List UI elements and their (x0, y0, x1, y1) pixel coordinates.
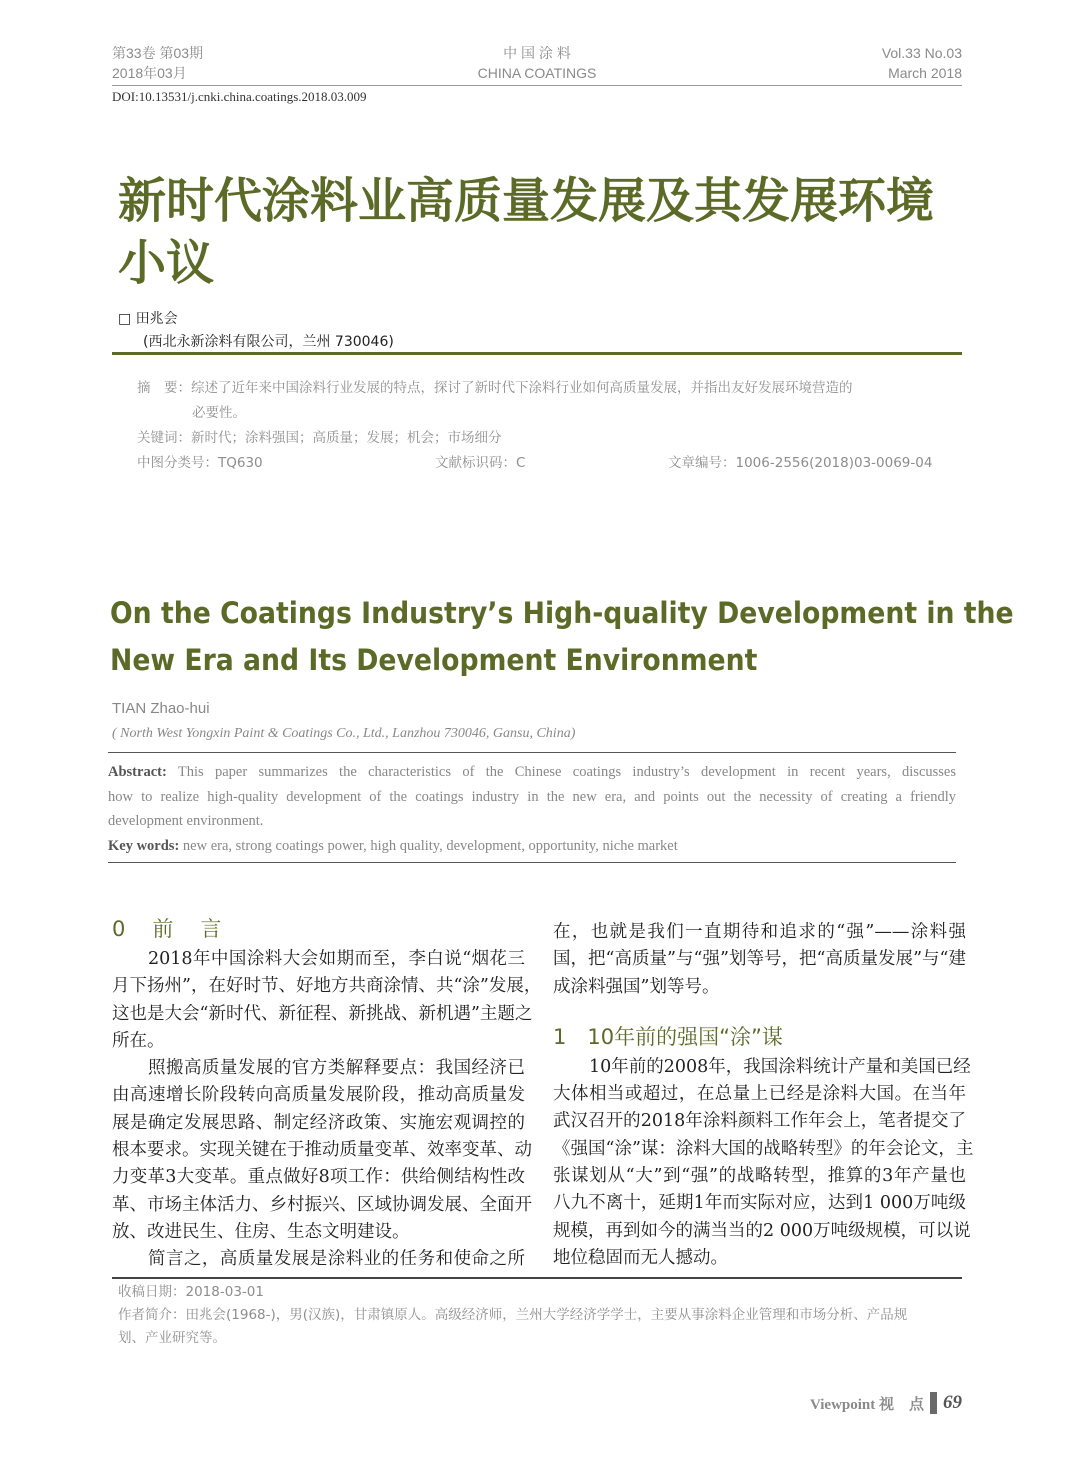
body-text-line: 国，把“高质量”与“强”划等号，把“高质量发展”与“建 (553, 949, 966, 970)
abstract-bottom-divider (108, 862, 956, 863)
author-en: TIAN Zhao-hui (112, 700, 210, 717)
section-heading: 1 10年前的强国“涂”谋 (553, 1024, 783, 1049)
header-divider (112, 85, 962, 86)
affiliation-cn: (西北永新涂料有限公司，兰州 730046) (143, 334, 394, 350)
section-heading: 0 前 言 (112, 917, 225, 941)
abstract-top-divider (108, 752, 956, 753)
journal-name-cn: 中 国 涂 料 (503, 45, 571, 61)
footnote-divider (112, 1277, 962, 1279)
section-name: Viewpoint 视 点 (809, 1396, 924, 1413)
body-text-line: 《强国“涂”谋：涂料大国的战略转型》的年会论文，主 (553, 1138, 974, 1159)
body-text-line: 由高速增长阶段转向高质量发展阶段，推动高质量发 (112, 1085, 525, 1106)
body-text-line: 在，也就是我们一直期待和追求的“强”——涂料强 (553, 922, 966, 942)
author-cn: □ 田兆会 (118, 311, 178, 327)
received-date: 收稿日期：2018-03-01 (118, 1284, 264, 1300)
body-text-line: 革、市场主体活力、乡村振兴、区域协调发展、全面开 (112, 1194, 532, 1215)
body-text-line: 月下扬州”，在好时节、好地方共商涂情、共“涂”发展， (112, 976, 542, 997)
article-number: 文章编号：1006-2556(2018)03-0069-04 (668, 455, 933, 471)
body-text-line: 规模，再到如今的满当当的2 000万吨级规模，可以说 (553, 1220, 971, 1241)
doi: DOI:10.13531/j.cnki.china.coatings.2018.03.009 (112, 89, 367, 104)
abstract-cn (137, 376, 937, 476)
body-text-line: 放、改进民生、住房、生态文明建设。 (112, 1221, 410, 1242)
journal-name-en: CHINA COATINGS (477, 65, 597, 81)
volume-issue: 第33卷 第03期 (112, 45, 204, 61)
title-line: 小议 (118, 235, 215, 291)
volume-issue-en: Vol.33 No.03 (881, 45, 962, 61)
keywords-label: Key words: (108, 837, 180, 854)
issue-date-en: March 2018 (888, 65, 962, 81)
body-text-line: 展是确定发展思路、制定经济政策、实施宏观调控的 (112, 1112, 525, 1133)
abstract-text: development environment. (108, 813, 264, 829)
body-text-line: 张谋划从“大”到“强”的战略转型，推算的3年产量也 (553, 1166, 966, 1187)
body-column-right (553, 919, 974, 1272)
body-text-line: 成涂料强国”划等号。 (553, 976, 720, 997)
affiliation-en: ( North West Yongxin Paint & Coatings Co., Ltd., Lanzhou 730046, Gansu, China) (112, 726, 576, 741)
issue-info (112, 43, 203, 83)
keywords-en: new era, strong coatings power, high quality, development, opportunity, niche market (179, 837, 678, 854)
footnotes (118, 1281, 958, 1350)
clc-number: 中图分类号：TQ630 (137, 455, 263, 471)
abstract-text: how to realize high-quality development of the coatings industry in the new era, and points out the necessity of creating a friendly (108, 788, 956, 805)
footer-bar (930, 1392, 937, 1414)
body-text-line: 武汉召开的2018年涂料颜料工作年会上，笔者提交了 (553, 1111, 966, 1132)
author-bio: 划、产业研究等。 (118, 1330, 226, 1346)
document-code: 文献标识码：C (435, 455, 526, 471)
body-text-line: 大体相当或超过，在总量上已经是涂料大国。在当年 (553, 1084, 966, 1105)
issue-date: 2018年03月 (112, 65, 187, 81)
body-text-line: 根本要求。实现关键在于推动质量变革、效率变革、动 (112, 1140, 532, 1161)
body-text-line: 这也是大会“新时代、新征程、新挑战、新机遇”主题之 (112, 1003, 533, 1024)
title-line: 新时代涂料业高质量发展及其发展环境 (118, 173, 935, 229)
journal-name (437, 43, 637, 83)
body-text-line: 八九不离十，延期1年而实际对应，达到1 000万吨级 (553, 1193, 966, 1214)
page-title-en (110, 590, 1014, 684)
page-footer (810, 1392, 962, 1414)
abstract-label: 摘 要： (137, 380, 191, 396)
abstract-text: 综述了近年来中国涂料行业发展的特点，探讨了新时代下涂料行业如何高质量发展，并指出友好发展环境营造的 (191, 380, 853, 396)
author-bio: 作者简介：田兆会(1968-)，男(汉族)，甘肃镇原人。高级经济师，兰州大学经济学学士，主要从事涂料企业管理和市场分析、产品规 (118, 1307, 908, 1323)
issue-info-en (882, 43, 962, 83)
keywords-cn: 关键词：新时代；涂料强国；高质量；发展；机会；市场细分 (137, 430, 502, 446)
body-text-line: 照搬高质量发展的官方类解释要点：我国经济已 (148, 1058, 525, 1079)
title-divider (112, 352, 962, 355)
abstract-en (108, 760, 956, 858)
abstract-label: Abstract: (108, 764, 167, 780)
body-column-left (112, 914, 542, 1274)
page-title-cn (118, 170, 968, 294)
body-text-line: 所在。 (112, 1030, 165, 1051)
title-line: On the Coatings Industry’s High-quality Development in the (110, 596, 1014, 630)
abstract-text: This paper summarizes the characteristics of the Chinese coatings industry’s development in recent years, discusses (166, 764, 956, 780)
body-text-line: 10年前的2008年，我国涂料统计产量和美国已经 (589, 1056, 971, 1077)
body-text-line: 2018年中国涂料大会如期而至，李白说“烟花三 (148, 949, 525, 969)
page-number: 69 (943, 1392, 962, 1413)
abstract-text: 必要性。 (192, 405, 246, 421)
body-text-line: 力变革3大变革。重点做好8项工作：供给侧结构性改 (112, 1167, 525, 1188)
title-line: New Era and Its Development Environment (110, 643, 758, 677)
body-text-line: 地位稳固而无人撼动。 (553, 1247, 728, 1268)
body-text-line: 简言之，高质量发展是涂料业的任务和使命之所 (148, 1249, 525, 1270)
